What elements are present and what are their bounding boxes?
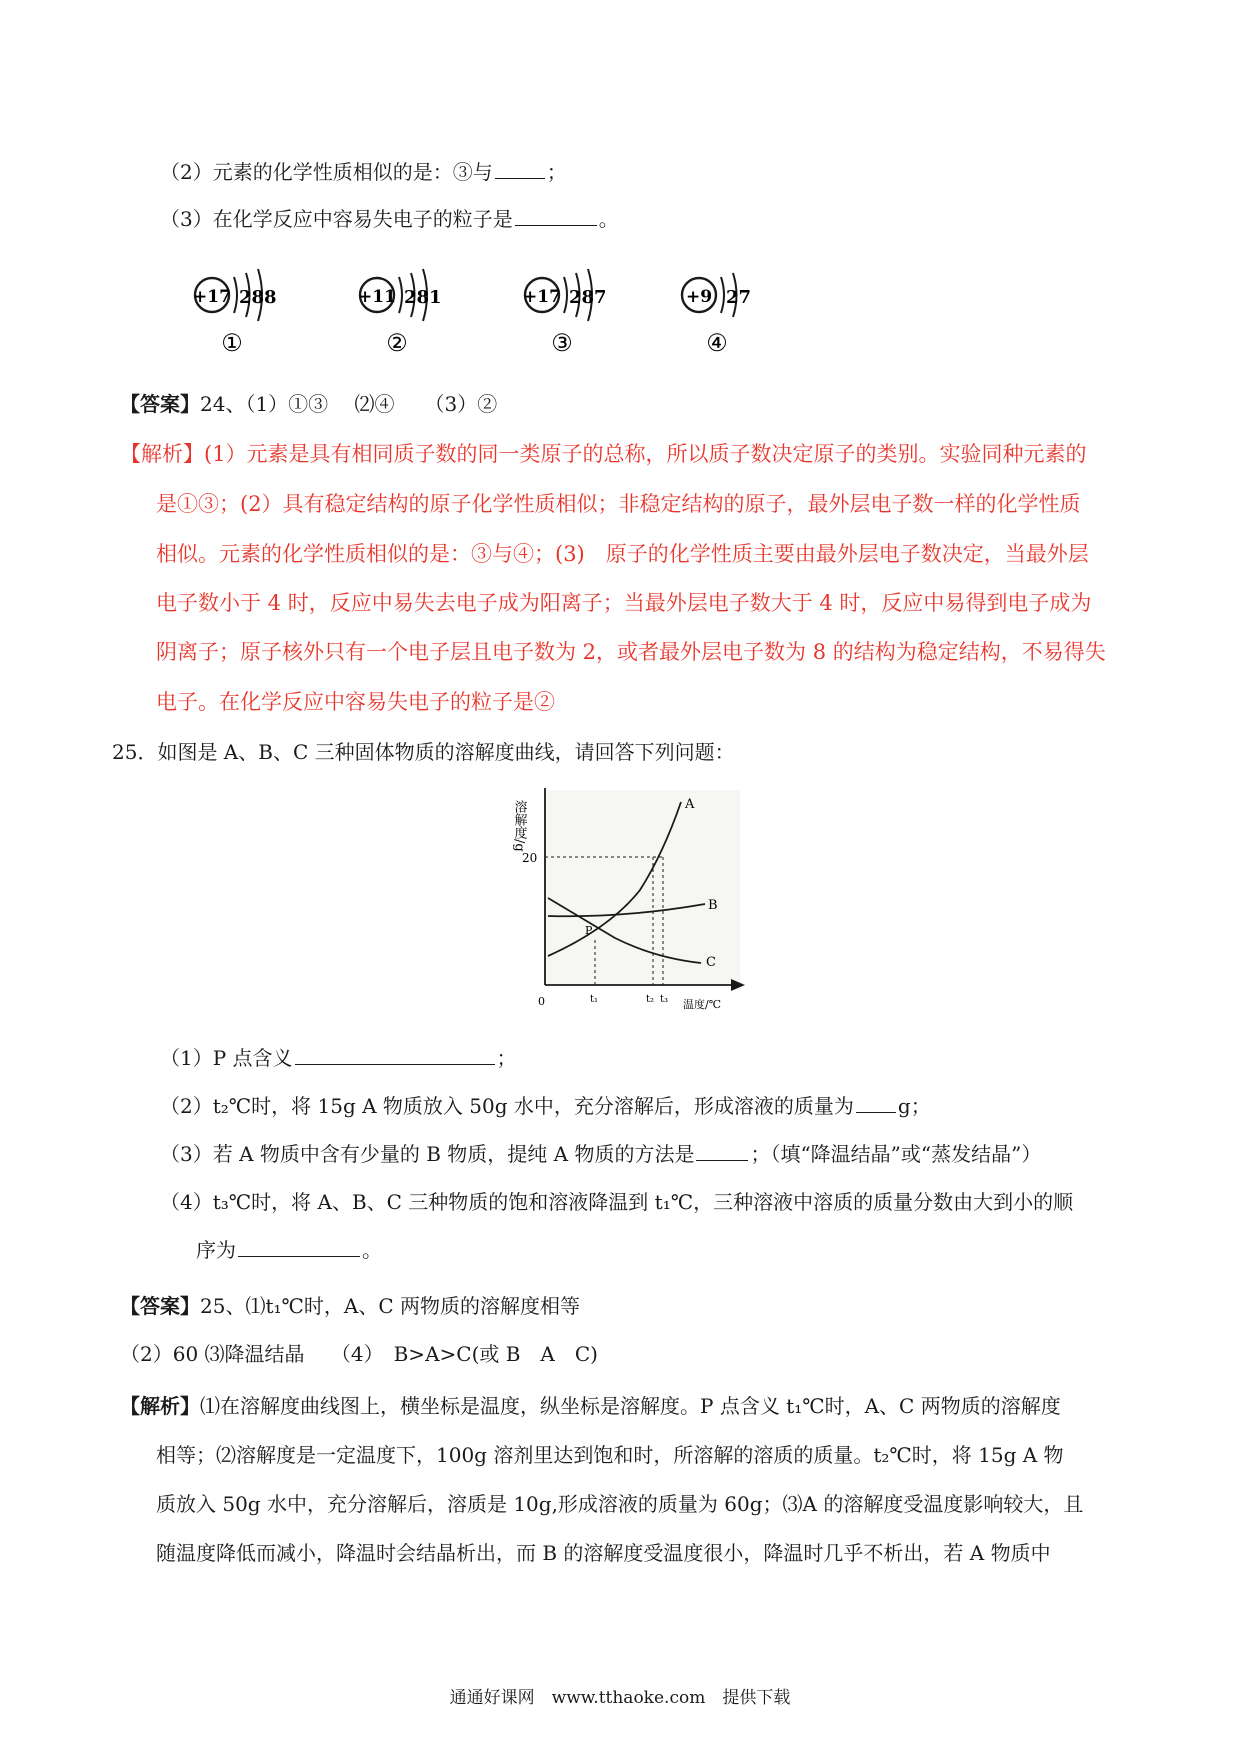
nucleus-charge: +17 <box>523 287 561 307</box>
electron-counts: 287 <box>569 287 607 308</box>
nucleus-charge: +11 <box>358 287 396 307</box>
atom-label: ① <box>221 329 243 357</box>
answer-blank[interactable] <box>856 1092 896 1113</box>
y-tick-20: 20 <box>522 851 538 865</box>
answer-blank[interactable] <box>515 205 597 226</box>
q24-analysis-line: 阴离子；原子核外只有一个电子层且电子数为 2，或者最外层电子数为 8 的结构为稳定结构，不易得失 <box>156 640 1106 664</box>
q25-analysis-line: 质放入 50g 水中，充分溶解后，溶质是 10g,形成溶液的质量为 60g；⑶A 的溶解度受温度影响较大，且 <box>156 1492 1084 1516</box>
curve-label-b: B <box>708 898 718 913</box>
q24-analysis-line: 电子。在化学反应中容易失电子的粒子是② <box>156 690 555 714</box>
x-tick-t1: t₁ <box>590 994 599 1005</box>
q25-sub4-line2: 序为 。 <box>196 1238 382 1262</box>
atom-diagram-3 <box>520 265 650 375</box>
q25-analysis-line: 随温度降低而减小，降温时会结晶析出，而 B 的溶解度受温度很小，降温时几乎不析出，若 A 物质中 <box>156 1541 1051 1565</box>
nucleus-charge: +17 <box>193 287 231 307</box>
y-axis-label: 溶解度/g <box>511 800 527 852</box>
point-p-label: P <box>585 924 593 937</box>
answer-blank[interactable] <box>495 158 545 179</box>
answer-blank[interactable] <box>295 1044 495 1065</box>
electron-counts: 27 <box>726 287 752 308</box>
q25-answer-line2: （2）60 ⑶降温结晶 （4） B>A>C(或 B A C) <box>120 1342 598 1366</box>
atom-label: ④ <box>706 329 728 357</box>
nucleus-charge: +9 <box>685 287 713 307</box>
electron-counts: 281 <box>404 287 442 308</box>
electron-counts: 288 <box>239 287 277 308</box>
atom-label: ③ <box>551 329 573 357</box>
q25-analysis-line: 相等；⑵溶解度是一定温度下，100g 溶剂里达到饱和时，所溶解的溶质的质量。t₂℃时，将 15g A 物 <box>156 1443 1064 1467</box>
answer-blank[interactable] <box>238 1236 360 1257</box>
x-axis-label: 温度/℃ <box>683 998 722 1011</box>
curve-label-c: C <box>706 955 716 970</box>
q24-answer: 【答案】24、（1）①③ ⑵④ （3）② <box>120 392 498 416</box>
origin-label: 0 <box>538 995 545 1008</box>
q25-sub4-line1: （4）t₃℃时，将 A、B、C 三种物质的饱和溶液降温到 t₁℃，三种溶液中溶质的质量分数由大到小的顺 <box>160 1190 1074 1214</box>
curve-label-a: A <box>685 797 695 812</box>
answer-blank[interactable] <box>696 1140 748 1161</box>
q25-sub1: （1）P 点含义 ； <box>160 1046 517 1070</box>
x-tick-t2: t₂ <box>646 994 655 1005</box>
q24-sub3: （3）在化学反应中容易失电子的粒子是 。 <box>160 207 619 231</box>
q25-stem: 25．如图是 A、B、C 三种固体物质的溶解度曲线，请回答下列问题： <box>112 740 735 764</box>
q25-sub3: （3）若 A 物质中含有少量的 B 物质，提纯 A 物质的方法是 ；（填“降温结晶”或“蒸发结晶”） <box>160 1142 1042 1166</box>
q24-sub2: （2）元素的化学性质相似的是：③与 ； <box>160 160 567 184</box>
q24-analysis-line: 电子数小于 4 时，反应中易失去电子成为阳离子；当最外层电子数大于 4 时，反应中易得到电子成为 <box>156 591 1092 615</box>
solubility-chart <box>505 780 760 1015</box>
q24-analysis-line: 是①③；(2）具有稳定结构的原子化学性质相似；非稳定结构的原子，最外层电子数一样的化学性质 <box>156 492 1081 516</box>
atom-diagram-2 <box>355 265 485 375</box>
atom-diagram-4 <box>677 265 807 375</box>
page-footer: 通通好课网 www.tthaoke.com 提供下载 <box>449 1688 791 1708</box>
q24-analysis-line: 相似。元素的化学性质相似的是：③与④；(3) 原子的化学性质主要由最外层电子数决定，当最外层 <box>156 542 1089 566</box>
q25-analysis-line1: 【解析】⑴在溶解度曲线图上，横坐标是温度，纵坐标是溶解度。P 点含义 t₁℃时，A、C 两物质的溶解度 <box>120 1394 1061 1418</box>
x-tick-t3: t₃ <box>660 994 669 1005</box>
q25-sub2: （2）t₂℃时，将 15g A 物质放入 50g 水中，充分溶解后，形成溶液的质量为 g； <box>160 1094 931 1118</box>
q24-analysis-line: 【解析】(1）元素是具有相同质子数的同一类原子的总称，所以质子数决定原子的类别。实验同种元素的 <box>120 442 1087 466</box>
q25-answer-line1: 【答案】25、⑴t₁℃时，A、C 两物质的溶解度相等 <box>120 1294 580 1318</box>
atom-label: ② <box>386 329 408 357</box>
atom-diagram-1 <box>190 265 320 375</box>
